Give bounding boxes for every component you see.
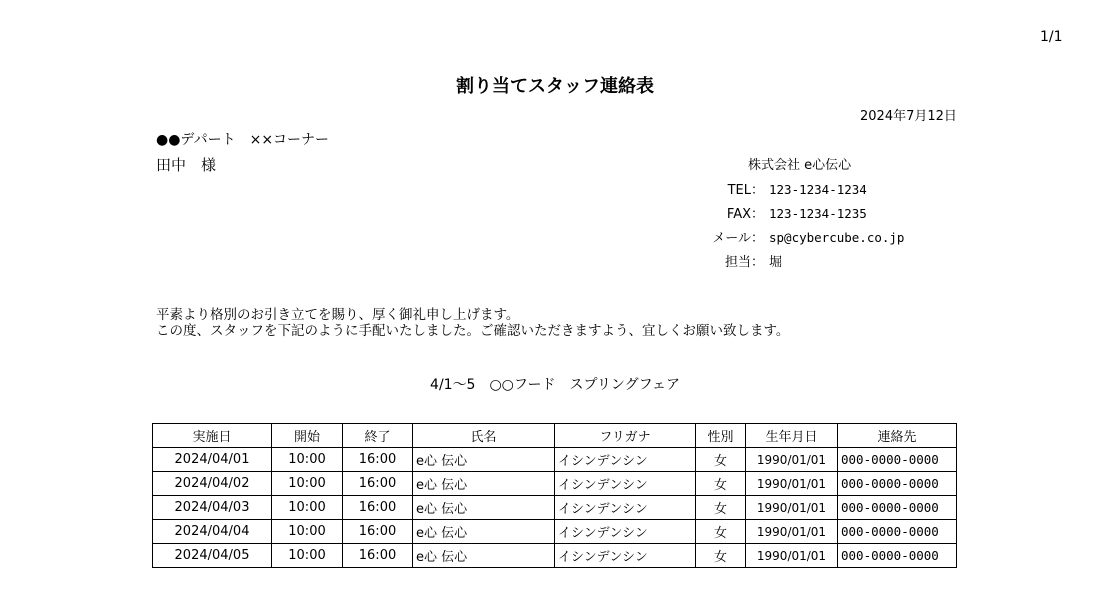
cell-start: 10:00 xyxy=(272,544,343,568)
sender-fax-label: FAX： xyxy=(726,207,764,222)
cell-start: 10:00 xyxy=(272,448,343,472)
sender-mail-label: メール： xyxy=(712,231,764,246)
cell-start: 10:00 xyxy=(272,520,343,544)
cell-gender: 女 xyxy=(696,472,746,496)
sender-tel-value: 123-1234-1234 xyxy=(769,182,867,197)
cell-furigana: イシンデンシン xyxy=(555,544,696,568)
cell-date: 2024/04/03 xyxy=(153,496,272,520)
header-end: 終了 xyxy=(343,424,413,448)
sender-contact-row xyxy=(640,251,960,270)
cell-date: 2024/04/01 xyxy=(153,448,272,472)
cell-start: 10:00 xyxy=(272,472,343,496)
cell-start: 10:00 xyxy=(272,496,343,520)
staff-table xyxy=(152,423,957,568)
sender-contact-label: 担当： xyxy=(724,255,764,270)
greeting-line-1: 平素より格別のお引き立てを賜り、厚く御礼申し上げます。 xyxy=(156,307,520,323)
sender-fax-value: 123-1234-1235 xyxy=(769,206,867,221)
cell-gender: 女 xyxy=(696,448,746,472)
sender-tel-label: TEL： xyxy=(727,183,764,198)
header-furigana: フリガナ xyxy=(555,424,696,448)
cell-end: 16:00 xyxy=(343,520,413,544)
recipient-name: 田中 様 xyxy=(156,156,217,174)
cell-date: 2024/04/05 xyxy=(153,544,272,568)
sender-mail-value: sp@cybercube.co.jp xyxy=(769,230,905,245)
cell-end: 16:00 xyxy=(343,544,413,568)
cell-end: 16:00 xyxy=(343,448,413,472)
table-header-row xyxy=(153,424,957,448)
table-row xyxy=(153,544,957,568)
cell-name: e心 伝心 xyxy=(413,520,555,544)
header-date: 実施日 xyxy=(153,424,272,448)
event-title: 4/1～5 ○○フード スプリングフェア xyxy=(430,377,680,393)
cell-name: e心 伝心 xyxy=(413,472,555,496)
document-date: 2024年7月12日 xyxy=(860,109,957,124)
cell-birthdate: 1990/01/01 xyxy=(746,496,838,520)
header-name: 氏名 xyxy=(413,424,555,448)
cell-gender: 女 xyxy=(696,496,746,520)
header-gender: 性別 xyxy=(696,424,746,448)
cell-end: 16:00 xyxy=(343,496,413,520)
cell-birthdate: 1990/01/01 xyxy=(746,520,838,544)
cell-contact: 000-0000-0000 xyxy=(838,472,957,496)
table-row xyxy=(153,472,957,496)
sender-contact-value: 堀 xyxy=(769,255,783,270)
cell-contact: 000-0000-0000 xyxy=(838,448,957,472)
cell-name: e心 伝心 xyxy=(413,448,555,472)
cell-end: 16:00 xyxy=(343,472,413,496)
cell-date: 2024/04/04 xyxy=(153,520,272,544)
greeting-line-2: この度、スタッフを下記のように手配いたしました。ご確認いただきますよう、宜しくお願い致します。 xyxy=(156,323,790,339)
header-start: 開始 xyxy=(272,424,343,448)
sender-fax-row xyxy=(640,203,960,222)
cell-gender: 女 xyxy=(696,520,746,544)
cell-furigana: イシンデンシン xyxy=(555,496,696,520)
table-row xyxy=(153,448,957,472)
recipient-department: ●●デパート ××コーナー xyxy=(156,132,330,148)
sender-tel-row xyxy=(640,179,960,198)
cell-date: 2024/04/02 xyxy=(153,472,272,496)
cell-birthdate: 1990/01/01 xyxy=(746,448,838,472)
cell-contact: 000-0000-0000 xyxy=(838,496,957,520)
table-row xyxy=(153,496,957,520)
cell-gender: 女 xyxy=(696,544,746,568)
cell-contact: 000-0000-0000 xyxy=(838,544,957,568)
table-row xyxy=(153,520,957,544)
header-birthdate: 生年月日 xyxy=(746,424,838,448)
cell-contact: 000-0000-0000 xyxy=(838,520,957,544)
cell-furigana: イシンデンシン xyxy=(555,520,696,544)
page-number: 1/1 xyxy=(1040,29,1063,45)
cell-birthdate: 1990/01/01 xyxy=(746,472,838,496)
cell-birthdate: 1990/01/01 xyxy=(746,544,838,568)
cell-furigana: イシンデンシン xyxy=(555,448,696,472)
cell-name: e心 伝心 xyxy=(413,496,555,520)
document-title: 割り当てスタッフ連絡表 xyxy=(456,76,654,97)
sender-mail-row xyxy=(640,227,960,246)
header-contact: 連絡先 xyxy=(838,424,957,448)
cell-furigana: イシンデンシン xyxy=(555,472,696,496)
cell-name: e心 伝心 xyxy=(413,544,555,568)
sender-company: 株式会社 e心伝心 xyxy=(748,158,852,173)
